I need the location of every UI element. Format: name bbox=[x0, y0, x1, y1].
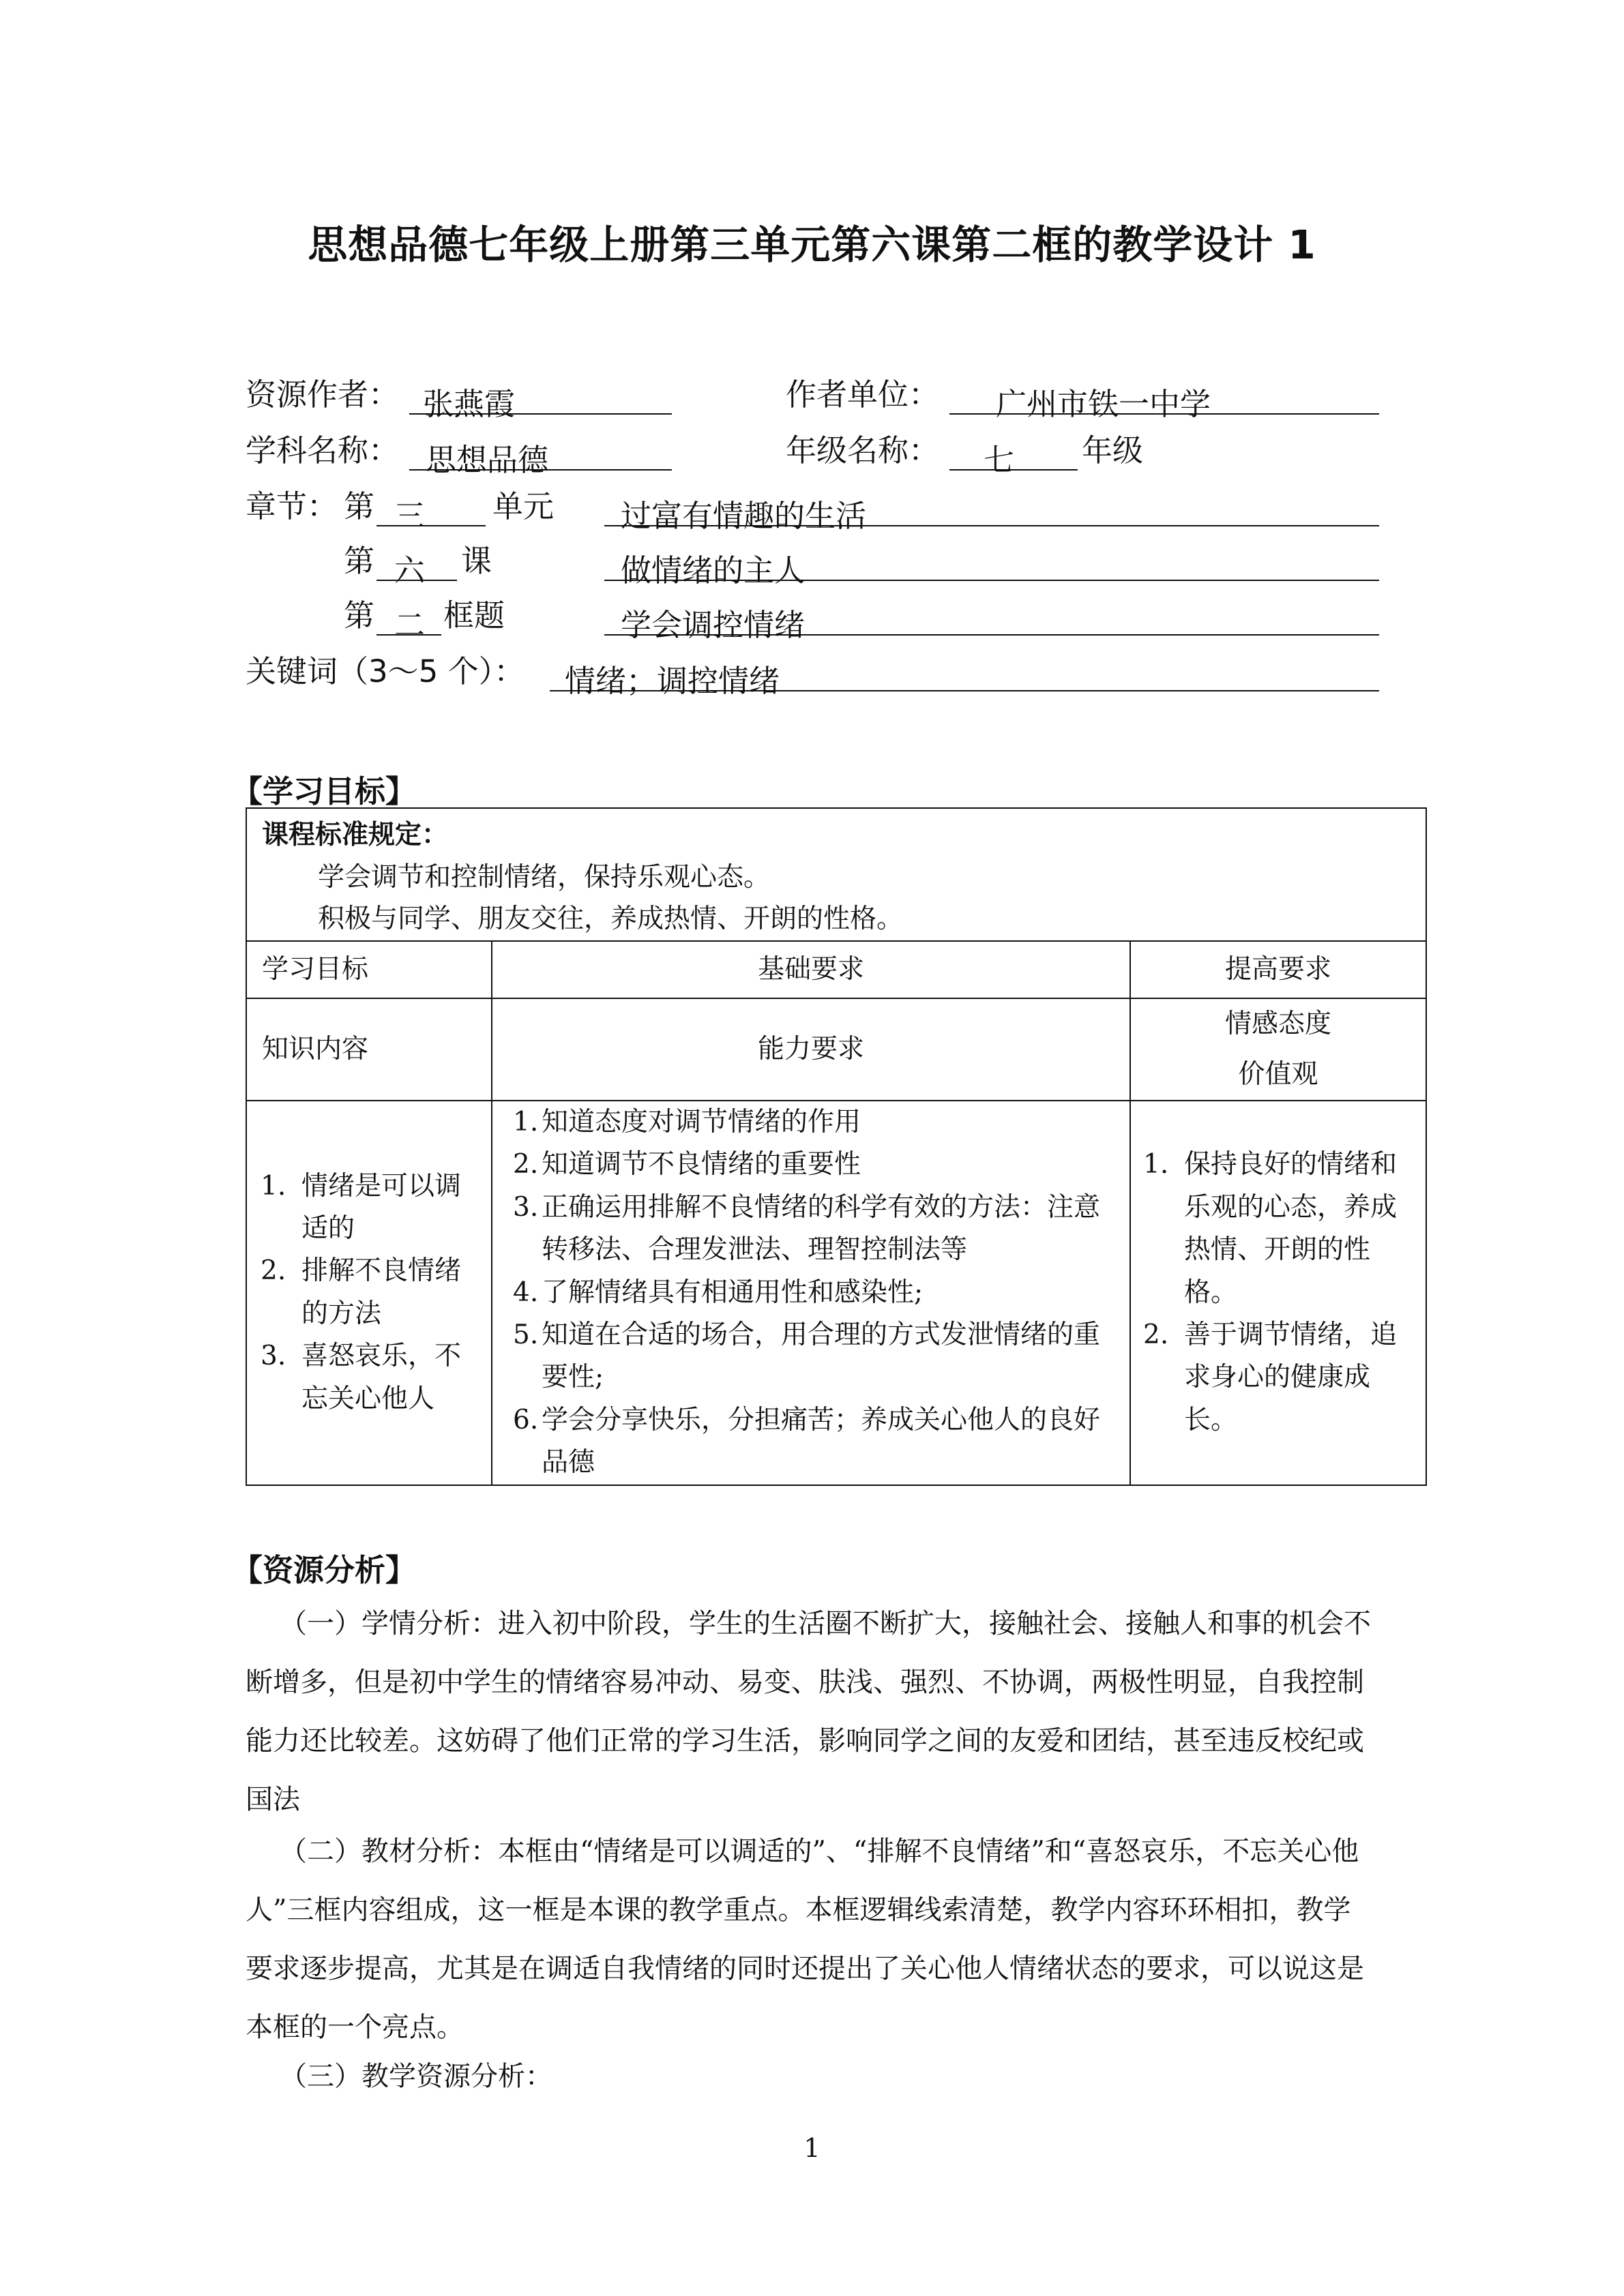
list-item: 2. 排解不良情绪的方法 bbox=[261, 1255, 462, 1329]
chapter-label: 章节： bbox=[246, 488, 338, 524]
chapter-lesson-title: 做情绪的主人 bbox=[621, 552, 806, 588]
standard-cell bbox=[246, 808, 1426, 941]
chapter-lesson-num: 六 bbox=[394, 552, 426, 588]
unit-value: 广州市铁一中学 bbox=[996, 386, 1211, 422]
standard-line-1: 学会调节和控制情绪，保持乐观心态。 bbox=[318, 861, 771, 893]
ability-cell bbox=[492, 1101, 1130, 1485]
page-title: 思想品德七年级上册第三单元第六课第二框的教学设计 1 bbox=[308, 222, 1316, 268]
subject-value: 思想品德 bbox=[426, 442, 549, 478]
chapter-lesson-word: 课 bbox=[461, 543, 492, 579]
grade-suffix: 年级 bbox=[1082, 432, 1144, 468]
keywords-value: 情绪；调控情绪 bbox=[565, 663, 780, 699]
chapter-frame-word: 框题 bbox=[443, 597, 505, 633]
chapter-lesson-title-underline bbox=[604, 580, 1379, 581]
list-item: 1. 知道态度对调节情绪的作用 bbox=[513, 1107, 861, 1138]
chapter-di-3: 第 bbox=[344, 597, 375, 633]
chapter-frame-title-underline bbox=[604, 634, 1379, 636]
unit-label: 作者单位： bbox=[786, 376, 940, 413]
chapter-unit-num: 三 bbox=[394, 498, 426, 534]
unit-underline bbox=[949, 413, 1379, 415]
author-label: 资源作者： bbox=[246, 376, 400, 413]
standard-title: 课程标准规定： bbox=[262, 820, 449, 850]
chapter-unit-title-underline bbox=[604, 525, 1379, 526]
analysis-paragraph-1: （一）学情分析：进入初中阶段，学生的生活圈不断扩大，接触社会、接触人和事的机会不断增多，但是初中学生的情绪容易冲动、易变、肤浅、强烈、不协调，两极性明显，自我控制能力还比较差。这妨碍了他们正常的学习生活，影响同学之间的友爱和团结，甚至违反校纪或国法 bbox=[246, 1608, 1371, 1815]
analysis-paragraph-3: （三）教学资源分析： bbox=[280, 2061, 552, 2092]
author-underline bbox=[409, 413, 672, 415]
chapter-lesson-num-underline bbox=[377, 580, 457, 581]
list-item: 6. 学会分享快乐，分担痛苦；养成关心他人的良好品德 bbox=[513, 1404, 1101, 1478]
header-basic: 基础要求 bbox=[492, 941, 1130, 998]
list-item: 2. 善于调节情绪，追求身心的健康成长。 bbox=[1143, 1319, 1398, 1435]
attitude-cell bbox=[1130, 1101, 1426, 1485]
standard-line-2: 积极与同学、朋友交往，养成热情、开朗的性格。 bbox=[318, 904, 904, 935]
header-goals: 学习目标 bbox=[246, 941, 492, 998]
sub-knowledge: 知识内容 bbox=[246, 998, 492, 1101]
list-item: 3. 正确运用排解不良情绪的科学有效的方法：注意转移法、合理发泄法、理智控制法等 bbox=[513, 1191, 1101, 1266]
knowledge-list bbox=[261, 1165, 482, 1420]
sub-ability: 能力要求 bbox=[492, 998, 1130, 1101]
chapter-di-2: 第 bbox=[344, 543, 375, 579]
chapter-frame-num: 二 bbox=[394, 607, 426, 643]
list-item: 4. 了解情绪具有相通用性和感染性; bbox=[513, 1277, 924, 1308]
list-item: 3. 喜怒哀乐，不忘关心他人 bbox=[261, 1341, 462, 1414]
grade-underline bbox=[949, 469, 1078, 471]
chapter-unit-title: 过富有情趣的生活 bbox=[621, 498, 867, 534]
page-number: 1 bbox=[803, 2133, 821, 2163]
header-advanced: 提高要求 bbox=[1130, 941, 1426, 998]
list-item: 1. 情绪是可以调适的 bbox=[261, 1170, 462, 1244]
subject-label: 学科名称： bbox=[246, 432, 400, 468]
sub-attitude-cell bbox=[1130, 998, 1426, 1101]
keywords-underline bbox=[550, 690, 1379, 691]
knowledge-cell bbox=[246, 1101, 492, 1485]
list-item: 5. 知道在合适的场合，用合理的方式发泄情绪的重要性; bbox=[513, 1319, 1101, 1393]
list-item: 1. 保持良好的情绪和乐观的心态，养成热情、开朗的性格。 bbox=[1143, 1149, 1398, 1308]
attitude-list bbox=[1143, 1144, 1416, 1442]
chapter-frame-num-underline bbox=[377, 634, 441, 636]
sub-attitude: 情感态度 bbox=[1224, 1008, 1331, 1039]
chapter-di-1: 第 bbox=[344, 488, 375, 524]
subject-underline bbox=[409, 469, 672, 471]
ability-list bbox=[513, 1101, 1117, 1485]
chapter-unit-word: 单元 bbox=[492, 488, 555, 524]
analysis-paragraph-2: （二）教材分析：本框由“情绪是可以调适的”、“排解不良情绪”和“喜怒哀乐，不忘关心他人”三框内容组成，这一框是本课的教学重点。本框逻辑线索清楚，教学内容环环相扣，教学要求逐步提高，尤其是在调适自我情绪的同时还提出了关心他人情绪状态的要求，可以说这是本框的一个亮点。 bbox=[246, 1836, 1364, 2043]
goals-heading: 【学习目标】 bbox=[232, 773, 417, 809]
grade-value: 七 bbox=[984, 442, 1015, 478]
author-value: 张燕霞 bbox=[423, 386, 516, 422]
list-item: 2. 知道调节不良情绪的重要性 bbox=[513, 1149, 861, 1180]
keywords-label: 关键词（3～5 个）： bbox=[246, 653, 525, 689]
sub-values: 价值观 bbox=[1238, 1058, 1318, 1090]
goals-table bbox=[246, 807, 1427, 1486]
analysis-heading: 【资源分析】 bbox=[232, 1552, 417, 1588]
chapter-frame-title: 学会调控情绪 bbox=[621, 607, 806, 643]
grade-label: 年级名称： bbox=[786, 432, 940, 468]
chapter-unit-num-underline bbox=[377, 525, 486, 526]
